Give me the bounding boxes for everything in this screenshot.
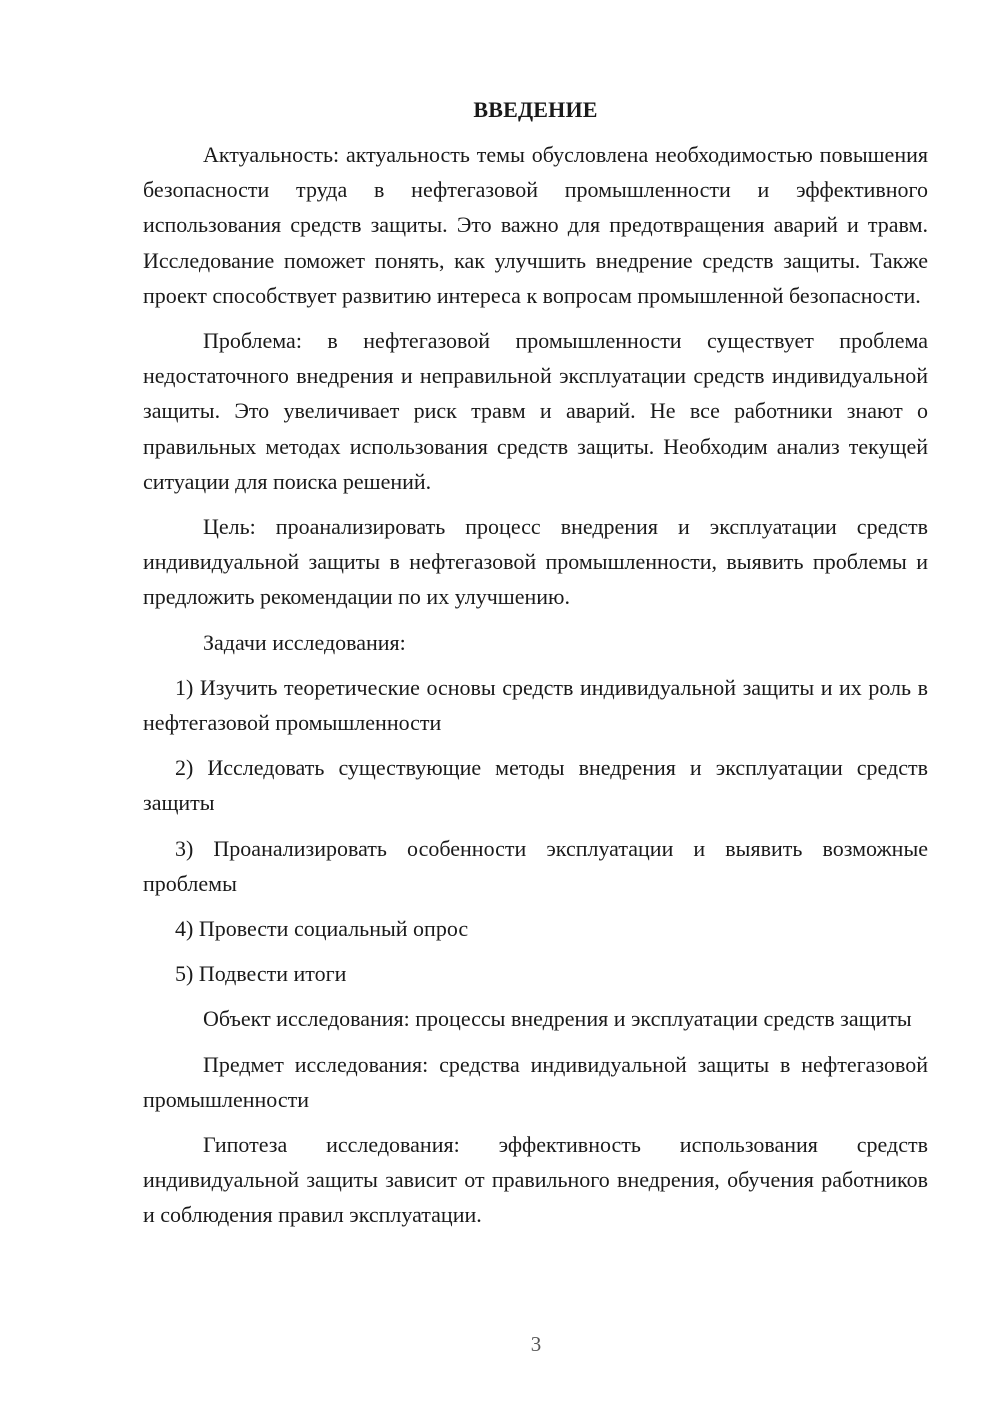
tasks-heading: Задачи исследования: <box>203 629 406 655</box>
page-title: ВВЕДЕНИЕ <box>473 97 598 122</box>
list-item: 1) Изучить теоретические основы средств индивидуальной защиты и их роль в нефтегазовой промышленности <box>143 674 928 736</box>
list-item: 3) Проанализировать особенности эксплуатации и выявить возможные проблемы <box>143 835 928 896</box>
object-paragraph: Объект исследования: процессы внедрения и эксплуатации средств защиты <box>203 1006 912 1032</box>
problem-paragraph: Проблема: в нефтегазовой промышленности существует проблема недостаточного внедрения и неправильной эксплуатации средств индивидуальной защиты. Это увеличивает риск травм и аварий. Не все работники знают о правильных методах использования средств защиты. Необходим анализ текущей ситуации для поиска решений. <box>143 328 928 494</box>
goal-paragraph: Цель: проанализировать процесс внедрения и эксплуатации средств индивидуальной защиты в нефтегазовой промышленности, выявить проблемы и предложить рекомендации по их улучшению. <box>143 514 928 610</box>
subject-paragraph: Предмет исследования: средства индивидуальной защиты в нефтегазовой промышленности <box>143 1051 928 1112</box>
document-page <box>143 92 928 1243</box>
list-item: 4) Провести социальный опрос <box>175 916 469 942</box>
hypothesis-paragraph: Гипотеза исследования: эффективность использования средств индивидуальной защиты зависит от правильного внедрения, обучения работников и соблюдения правил эксплуатации. <box>143 1132 928 1228</box>
list-item: 5) Подвести итоги <box>175 961 347 987</box>
tasks-list <box>143 670 928 992</box>
relevance-paragraph: Актуальность: актуальность темы обусловлена необходимостью повышения безопасности труда в нефтегазовой промышленности и эффективного использования средств защиты. Это важно для предотвращения аварий и травм. Исследование поможет понять, как улучшить внедрение средств защиты. Также проект способствует развитию интереса к вопросам промышленной безопасности. <box>143 142 928 308</box>
page-number: 3 <box>530 1332 542 1356</box>
list-item: 2) Исследовать существующие методы внедрения и эксплуатации средств защиты <box>143 755 928 816</box>
